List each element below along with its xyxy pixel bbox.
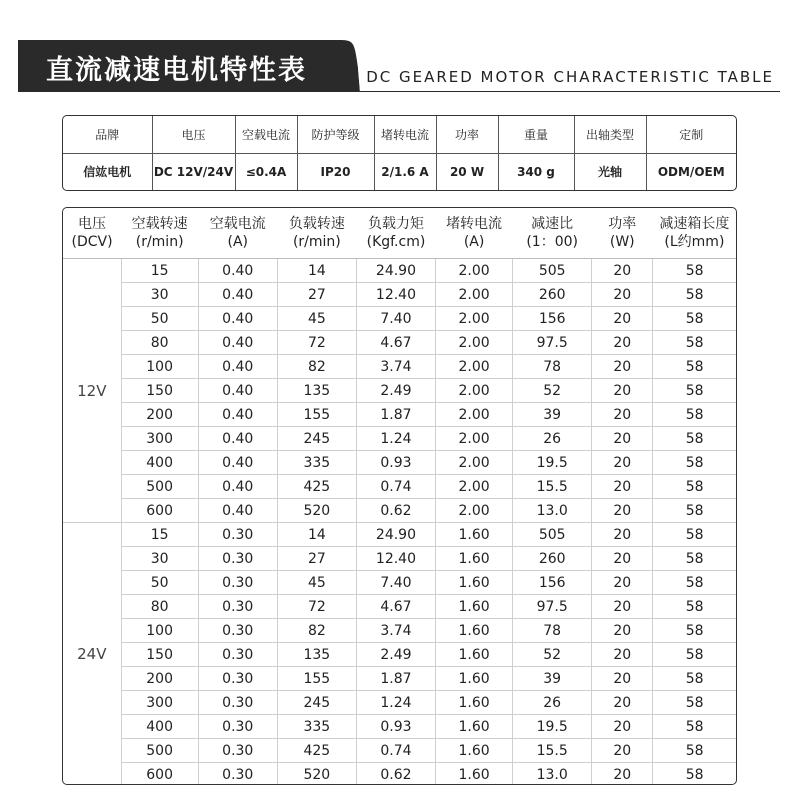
table-cell: 300 [121, 427, 198, 451]
table-cell: 4.67 [356, 595, 435, 619]
table-cell: 20 [592, 475, 653, 499]
spec-value-cell: 信竑电机 [63, 153, 152, 190]
table-row [63, 451, 736, 475]
table-cell: 0.62 [356, 763, 435, 786]
table-cell: 4.67 [356, 331, 435, 355]
table-cell: 80 [121, 331, 198, 355]
page-title: 直流减速电机特性表 [46, 55, 307, 86]
table-cell: 100 [121, 355, 198, 379]
table-cell: 0.40 [198, 475, 277, 499]
table-cell: 58 [653, 619, 736, 643]
table-cell: 600 [121, 499, 198, 523]
table-cell: 0.40 [198, 451, 277, 475]
column-header-label: 减速比 [531, 216, 574, 232]
table-cell: 20 [592, 547, 653, 571]
table-cell: 0.30 [198, 715, 277, 739]
table-cell: 2.49 [356, 379, 435, 403]
table-cell: 0.93 [356, 451, 435, 475]
table-cell: 13.0 [513, 763, 592, 786]
table-cell: 58 [653, 571, 736, 595]
table-cell: 600 [121, 763, 198, 786]
table-cell: 24.90 [356, 259, 435, 283]
table-cell: 7.40 [356, 307, 435, 331]
table-row [63, 331, 736, 355]
column-header-label: 电压 [78, 216, 107, 232]
spec-header-cell: 出轴类型 [574, 116, 646, 153]
table-cell: 0.30 [198, 619, 277, 643]
table-cell: 520 [277, 763, 356, 786]
table-cell: 0.30 [198, 763, 277, 786]
table-cell: 2.00 [436, 427, 513, 451]
table-cell: 505 [513, 259, 592, 283]
table-cell: 0.74 [356, 739, 435, 763]
table-row [63, 355, 736, 379]
table-cell: 24.90 [356, 523, 435, 547]
column-header-label: 堵转电流 [446, 216, 503, 232]
table-cell: 30 [121, 283, 198, 307]
spec-value-cell: 光轴 [574, 153, 646, 190]
table-cell: 500 [121, 739, 198, 763]
table-cell: 1.60 [436, 523, 513, 547]
table-row [63, 643, 736, 667]
table-cell: 2.00 [436, 259, 513, 283]
table-cell: 14 [277, 523, 356, 547]
table-header-row [63, 208, 736, 259]
column-header-label: 空载电流 [209, 216, 266, 232]
spec-header-cell: 空载电流 [235, 116, 297, 153]
table-cell: 520 [277, 499, 356, 523]
table-cell: 26 [513, 427, 592, 451]
table-cell: 20 [592, 619, 653, 643]
table-cell: 58 [653, 499, 736, 523]
table-cell: 15 [121, 259, 198, 283]
table-cell: 3.74 [356, 355, 435, 379]
table-cell: 3.74 [356, 619, 435, 643]
table-cell: 20 [592, 691, 653, 715]
table-cell: 50 [121, 307, 198, 331]
table-cell: 335 [277, 715, 356, 739]
table-cell: 1.60 [436, 571, 513, 595]
title-banner [18, 40, 780, 92]
table-cell: 2.00 [436, 307, 513, 331]
table-cell: 15.5 [513, 739, 592, 763]
spec-value-cell: 20 W [436, 153, 498, 190]
table-cell: 20 [592, 379, 653, 403]
column-header-label: 负载力矩 [367, 216, 424, 232]
table-cell: 58 [653, 643, 736, 667]
table-cell: 58 [653, 547, 736, 571]
table-cell: 0.30 [198, 595, 277, 619]
voltage-cell: 12V [63, 259, 121, 523]
table-cell: 58 [653, 475, 736, 499]
table-cell: 20 [592, 499, 653, 523]
table-cell: 58 [653, 667, 736, 691]
table-cell: 30 [121, 547, 198, 571]
column-header-unit: (W) [609, 234, 635, 250]
column-header-unit: (Kgf.cm) [366, 234, 426, 250]
table-cell: 135 [277, 643, 356, 667]
table-cell: 20 [592, 643, 653, 667]
spec-header-cell: 防护等级 [297, 116, 374, 153]
table-cell: 12.40 [356, 547, 435, 571]
table-cell: 0.40 [198, 283, 277, 307]
table-body [63, 259, 736, 786]
table-cell: 20 [592, 283, 653, 307]
spec-value-cell: 340 g [498, 153, 574, 190]
table-cell: 52 [513, 379, 592, 403]
table-cell: 14 [277, 259, 356, 283]
table-cell: 58 [653, 691, 736, 715]
table-cell: 0.93 [356, 715, 435, 739]
table-cell: 2.00 [436, 355, 513, 379]
table-cell: 15 [121, 523, 198, 547]
table-cell: 20 [592, 571, 653, 595]
table-cell: 27 [277, 547, 356, 571]
column-header-label: 负载转速 [288, 216, 345, 232]
table-cell: 20 [592, 451, 653, 475]
table-cell: 0.40 [198, 259, 277, 283]
table-cell: 45 [277, 307, 356, 331]
table-cell: 0.30 [198, 739, 277, 763]
spec-header-cell: 堵转电流 [374, 116, 436, 153]
spec-header-cell: 电压 [152, 116, 235, 153]
column-header-unit: (A) [463, 234, 485, 250]
table-cell: 20 [592, 715, 653, 739]
table-cell: 100 [121, 619, 198, 643]
table-cell: 12.40 [356, 283, 435, 307]
column-header-unit: (r/min) [135, 234, 184, 250]
table-cell: 27 [277, 283, 356, 307]
table-cell: 20 [592, 763, 653, 786]
table-row [63, 691, 736, 715]
table-cell: 58 [653, 331, 736, 355]
table-cell: 2.00 [436, 451, 513, 475]
table-cell: 335 [277, 451, 356, 475]
table-cell: 72 [277, 331, 356, 355]
table-cell: 245 [277, 427, 356, 451]
table-cell: 58 [653, 355, 736, 379]
table-cell: 260 [513, 547, 592, 571]
table-cell: 20 [592, 523, 653, 547]
table-cell: 505 [513, 523, 592, 547]
table-cell: 72 [277, 595, 356, 619]
table-cell: 2.00 [436, 331, 513, 355]
table-cell: 0.40 [198, 307, 277, 331]
table-cell: 58 [653, 283, 736, 307]
table-row [63, 715, 736, 739]
table-row [63, 427, 736, 451]
spec-header-cell: 重量 [498, 116, 574, 153]
column-header [121, 208, 198, 259]
column-header [356, 208, 435, 259]
table-cell: 58 [653, 379, 736, 403]
characteristic-table [62, 207, 737, 785]
table-row [63, 523, 736, 547]
table-cell: 0.40 [198, 427, 277, 451]
table-cell: 20 [592, 595, 653, 619]
column-header [592, 208, 653, 259]
table-cell: 150 [121, 643, 198, 667]
table-cell: 400 [121, 715, 198, 739]
table-cell: 2.00 [436, 475, 513, 499]
table-cell: 80 [121, 595, 198, 619]
table-cell: 0.30 [198, 523, 277, 547]
spec-header-cell: 定制 [646, 116, 736, 153]
table-cell: 20 [592, 667, 653, 691]
table-cell: 97.5 [513, 595, 592, 619]
table-cell: 150 [121, 379, 198, 403]
table-cell: 20 [592, 355, 653, 379]
table-row [63, 619, 736, 643]
table-cell: 0.30 [198, 571, 277, 595]
table-cell: 20 [592, 307, 653, 331]
table-cell: 156 [513, 307, 592, 331]
table-cell: 1.60 [436, 547, 513, 571]
table-cell: 1.60 [436, 715, 513, 739]
table-cell: 58 [653, 307, 736, 331]
table-cell: 50 [121, 571, 198, 595]
table-cell: 260 [513, 283, 592, 307]
table-cell: 0.30 [198, 547, 277, 571]
table-cell: 500 [121, 475, 198, 499]
table-cell: 300 [121, 691, 198, 715]
spec-value-row [63, 153, 736, 190]
column-header [63, 208, 121, 259]
column-header [513, 208, 592, 259]
table-cell: 20 [592, 331, 653, 355]
table-cell: 425 [277, 739, 356, 763]
table-row [63, 547, 736, 571]
column-header-label: 功率 [608, 216, 637, 232]
table-cell: 245 [277, 691, 356, 715]
table-cell: 1.60 [436, 667, 513, 691]
table-row [63, 667, 736, 691]
table-cell: 135 [277, 379, 356, 403]
table-cell: 425 [277, 475, 356, 499]
table-cell: 2.00 [436, 283, 513, 307]
table-cell: 0.30 [198, 691, 277, 715]
table-cell: 78 [513, 355, 592, 379]
table-cell: 58 [653, 451, 736, 475]
table-row [63, 499, 736, 523]
column-header [436, 208, 513, 259]
table-row [63, 595, 736, 619]
table-cell: 82 [277, 619, 356, 643]
table-cell: 45 [277, 571, 356, 595]
spec-value-cell: 2/1.6 A [374, 153, 436, 190]
table-cell: 1.87 [356, 667, 435, 691]
table-row [63, 283, 736, 307]
table-row [63, 475, 736, 499]
table-cell: 400 [121, 451, 198, 475]
table-cell: 58 [653, 739, 736, 763]
table-cell: 58 [653, 427, 736, 451]
column-header-unit: (L约mm) [664, 234, 725, 250]
table-cell: 20 [592, 427, 653, 451]
table-cell: 0.40 [198, 331, 277, 355]
table-cell: 58 [653, 259, 736, 283]
table-cell: 20 [592, 259, 653, 283]
table-cell: 0.30 [198, 667, 277, 691]
table-row [63, 379, 736, 403]
table-cell: 0.62 [356, 499, 435, 523]
table-row [63, 763, 736, 786]
table-cell: 20 [592, 403, 653, 427]
table-cell: 1.60 [436, 763, 513, 786]
spec-header-cell: 品牌 [63, 116, 152, 153]
table-cell: 0.40 [198, 379, 277, 403]
table-cell: 58 [653, 595, 736, 619]
table-row [63, 739, 736, 763]
table-cell: 58 [653, 523, 736, 547]
table-cell: 1.24 [356, 427, 435, 451]
table-cell: 1.60 [436, 619, 513, 643]
table-cell: 200 [121, 403, 198, 427]
table-cell: 19.5 [513, 715, 592, 739]
table-cell: 20 [592, 739, 653, 763]
table-cell: 78 [513, 619, 592, 643]
table-cell: 26 [513, 691, 592, 715]
table-cell: 2.00 [436, 379, 513, 403]
column-header [653, 208, 736, 259]
column-header [277, 208, 356, 259]
spec-value-cell: ≤0.4A [235, 153, 297, 190]
table-cell: 15.5 [513, 475, 592, 499]
table-cell: 1.60 [436, 595, 513, 619]
table-cell: 1.60 [436, 643, 513, 667]
table-cell: 200 [121, 667, 198, 691]
table-cell: 1.87 [356, 403, 435, 427]
table-cell: 58 [653, 763, 736, 786]
spec-header-row [63, 116, 736, 153]
table-cell: 155 [277, 667, 356, 691]
column-header-label: 减速箱长度 [659, 216, 730, 232]
table-cell: 13.0 [513, 499, 592, 523]
table-cell: 19.5 [513, 451, 592, 475]
spec-table [62, 115, 737, 191]
column-header-unit: (A) [227, 234, 248, 250]
table-cell: 39 [513, 403, 592, 427]
table-row [63, 571, 736, 595]
table-cell: 155 [277, 403, 356, 427]
table-row [63, 307, 736, 331]
table-cell: 39 [513, 667, 592, 691]
table-cell: 1.24 [356, 691, 435, 715]
table-cell: 0.40 [198, 499, 277, 523]
spec-value-cell: ODM/OEM [646, 153, 736, 190]
table-cell: 2.00 [436, 403, 513, 427]
table-cell: 156 [513, 571, 592, 595]
table-row [63, 259, 736, 283]
table-cell: 0.40 [198, 355, 277, 379]
column-header-label: 空载转速 [131, 216, 188, 232]
table-cell: 97.5 [513, 331, 592, 355]
table-cell: 2.49 [356, 643, 435, 667]
table-cell: 2.00 [436, 499, 513, 523]
table-cell: 1.60 [436, 739, 513, 763]
column-header [198, 208, 277, 259]
spec-value-cell: DC 12V/24V [152, 153, 235, 190]
column-header-unit: (DCV) [71, 234, 113, 250]
spec-value-cell: IP20 [297, 153, 374, 190]
spec-header-cell: 功率 [436, 116, 498, 153]
table-cell: 1.60 [436, 691, 513, 715]
table-cell: 7.40 [356, 571, 435, 595]
table-cell: 0.74 [356, 475, 435, 499]
table-row [63, 403, 736, 427]
table-cell: 52 [513, 643, 592, 667]
table-cell: 0.40 [198, 403, 277, 427]
column-header-unit: (r/min) [292, 234, 341, 250]
voltage-cell: 24V [63, 523, 121, 786]
column-header-unit: (1：00) [526, 234, 578, 250]
page-subtitle: DC GEARED MOTOR CHARACTERISTIC TABLE [366, 68, 774, 86]
table-cell: 58 [653, 715, 736, 739]
table-cell: 82 [277, 355, 356, 379]
table-cell: 0.30 [198, 643, 277, 667]
table-cell: 58 [653, 403, 736, 427]
